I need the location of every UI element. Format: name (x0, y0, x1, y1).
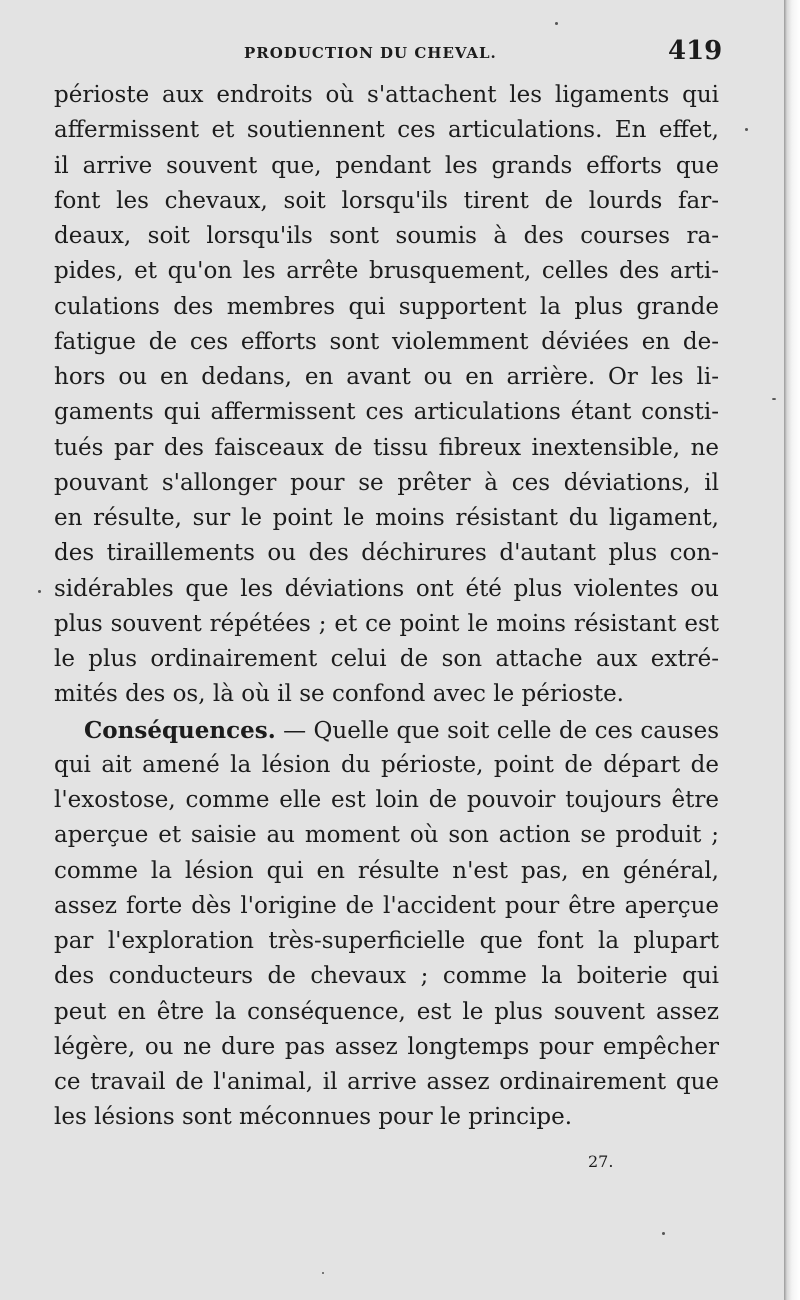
paper-speck (322, 1272, 324, 1274)
text-line: sidérables que les déviations ont été plus violentes ou (54, 575, 719, 602)
text-line: qui ait amené la lésion du périoste, point de départ de (54, 751, 719, 778)
paper-speck (745, 128, 748, 131)
running-head: PRODUCTION DU CHEVAL. (244, 44, 497, 62)
paragraph-first-line (54, 713, 719, 748)
section-lead: Conséquences. (84, 716, 276, 744)
page-header (0, 32, 784, 72)
text-line: plus souvent répétées ; et ce point le moins résistant est (54, 610, 719, 637)
text-line: il arrive souvent que, pendant les grands efforts que (54, 152, 719, 179)
text-line: en résulte, sur le point le moins résistant du ligament, (54, 505, 719, 531)
text-line: hors ou en dedans, en avant ou en arrière. Or les li- (54, 364, 719, 390)
text-line: les lésions sont méconnues pour le principe. (54, 1104, 573, 1131)
text-line: pides, et qu'on les arrête brusquement, celles des arti- (54, 258, 719, 285)
text-line: fatigue de ces efforts sont violemment déviées en de- (54, 328, 719, 355)
text-line: deaux, soit lorsqu'ils sont soumis à des courses ra- (54, 223, 719, 249)
text-line: par l'exploration très-superficielle que font la plupart (54, 928, 719, 954)
text-line: légère, ou ne dure pas assez longtemps pour empêcher (54, 1033, 719, 1060)
text-line: ce travail de l'animal, il arrive assez ordinairement que (54, 1069, 719, 1095)
text-line: gaments qui affermissent ces articulations étant consti- (54, 399, 719, 426)
page-edge (784, 0, 800, 1300)
text-line: tués par des faisceaux de tissu fibreux inextensible, ne (54, 434, 719, 461)
text-line: font les chevaux, soit lorsqu'ils tirent de lourds far- (54, 187, 719, 214)
paper-speck (772, 398, 776, 400)
text-run: — Quelle que soit celle de ces causes (275, 717, 719, 744)
text-line: culations des membres qui supportent la plus grande (54, 293, 719, 320)
paper-speck (555, 22, 558, 25)
text-line: pouvant s'allonger pour se prêter à ces déviations, il (54, 469, 719, 496)
body-text (54, 78, 719, 1136)
text-line: assez forte dès l'origine de l'accident pour être aperçue (54, 892, 719, 919)
text-line: le plus ordinairement celui de son attache aux extré- (54, 646, 719, 672)
text-line: mités des os, là où il se confond avec le périoste. (54, 681, 624, 708)
paper-speck (38, 590, 41, 593)
text-line: comme la lésion qui en résulte n'est pas, en général, (54, 857, 719, 884)
paper-speck (662, 1232, 665, 1235)
page-number: 419 (668, 36, 723, 66)
text-line: des tiraillements ou des déchirures d'autant plus con- (54, 540, 719, 567)
text-line: périoste aux endroits où s'attachent les ligaments qui (54, 82, 719, 108)
text-line: affermissent et soutiennent ces articulations. En effet, (54, 117, 719, 144)
text-line: aperçue et saisie au moment où son action se produit ; (54, 822, 719, 849)
text-line: l'exostose, comme elle est loin de pouvoir toujours être (54, 787, 719, 813)
signature-mark: 27. (588, 1152, 614, 1171)
text-line: des conducteurs de chevaux ; comme la boiterie qui (54, 963, 719, 990)
text-line: peut en être la conséquence, est le plus souvent assez (54, 998, 719, 1025)
